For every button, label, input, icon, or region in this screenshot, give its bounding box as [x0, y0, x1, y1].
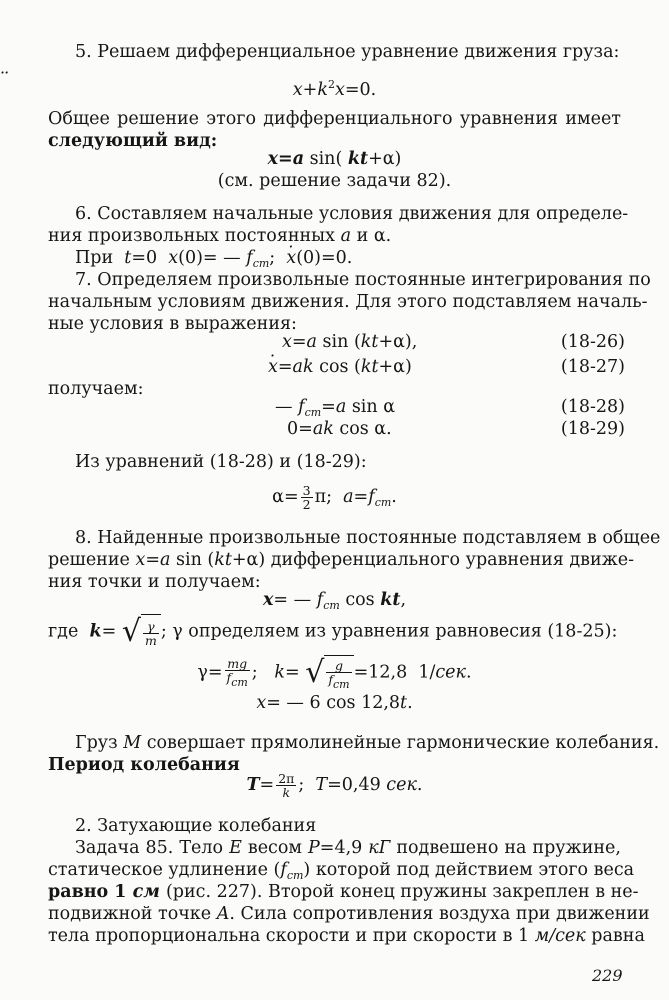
problem-85-text: Задача 85. Тело E весом P=4,9 кГ подвешено на пружине,	[75, 838, 621, 858]
step-8-text-3: ния точки и получаем:	[48, 572, 261, 592]
equation-constants: α= $\frac{3}{2}$ π; $a=f_{cm}$.	[272, 483, 397, 512]
equation-gamma-k: γ= $\frac{mg}{\text{fcm}}$ ; k= √ $\frac{g}{\text{fcm}}$ =12,8 1/сек.	[197, 655, 472, 691]
label-18-27: (18-27)	[560, 357, 625, 377]
reference-82: (см. решение задачи 82).	[217, 171, 452, 191]
label-18-26: (18-26)	[560, 332, 625, 352]
equation-18-29: 0=ak cos α.	[287, 419, 392, 439]
section-heading: 2. Затухающие колебания	[75, 816, 317, 836]
problem-85-text-3: равно 1 см (рис. 227). Второй конец пружины закреплен в не-	[48, 882, 639, 902]
equation-motion: x= — $f_{cm}$ cos kt,	[262, 590, 407, 612]
step-7-text-2: начальным условиям движения. Для этого подставляем началь-	[48, 292, 648, 312]
page-number: 229	[592, 966, 623, 985]
initial-conditions: При t=0 x(0)= — $f_{cm}$; x ·(0)=0.	[75, 247, 352, 275]
step-8-text-2: решение x=a sin (kt+α) дифференциального уравнения движе-	[48, 550, 635, 570]
general-solution-text-2: следующий вид:	[48, 131, 218, 151]
step-6-text-2: ния произвольных постоянных a и α.	[48, 226, 392, 246]
equation-18-27: x ·=ak cos (kt+α)	[268, 356, 412, 378]
equation-18-26: x=a sin (kt+α),	[282, 332, 418, 352]
general-solution-text: Общее решение этого дифференциального уравнения имеет	[48, 109, 621, 129]
problem-85-text-4: подвижной точке A. Сила сопротивления воздуха при движении	[48, 904, 650, 924]
step-7-text: 7. Определяем произвольные постоянные интегрирования по	[75, 270, 651, 290]
equation-result: x= — 6 cos 12,8t.	[256, 693, 413, 713]
label-18-29: (18-29)	[560, 419, 625, 439]
equation-differential: $x \cdot\cdot+k^2x=0$.	[0, 74, 669, 101]
step-8-text: 8. Найденные произвольные постоянные подставляем в общее	[75, 528, 661, 548]
equation-general-solution: x=a sin( kt+α)	[267, 149, 402, 169]
step-6-text: 6. Составляем начальные условия движения для определе-	[75, 204, 629, 224]
equation-18-28: — $f_{cm}=a$ sin α	[275, 397, 396, 419]
obtain-text: получаем:	[48, 379, 144, 399]
step-5-text: 5. Решаем дифференциальное уравнение движения груза:	[75, 42, 620, 62]
k-definition: где k= √ $\frac{\gamma}{m}$ ; γ определяем из уравнения равновесия (18-25):	[48, 614, 618, 649]
oscillation-text: Груз M совершает прямолинейные гармонические колебания.	[75, 733, 660, 753]
label-18-28: (18-28)	[560, 397, 625, 417]
problem-85-text-2: статическое удлинение $(f_{cm})$ которой под действием этого веса	[48, 860, 635, 882]
equation-period: T= $\frac{2\pi}{k}$ ; T=0,49 сек.	[246, 771, 423, 800]
step-7-text-3: ные условия в выражения:	[48, 314, 297, 334]
period-text: Период колебания	[48, 755, 240, 775]
problem-85-text-5: тела пропорциональна скорости и при скорости в 1 м/сек равна	[48, 926, 645, 946]
from-equations-text: Из уравнений (18-28) и (18-29):	[75, 452, 367, 472]
